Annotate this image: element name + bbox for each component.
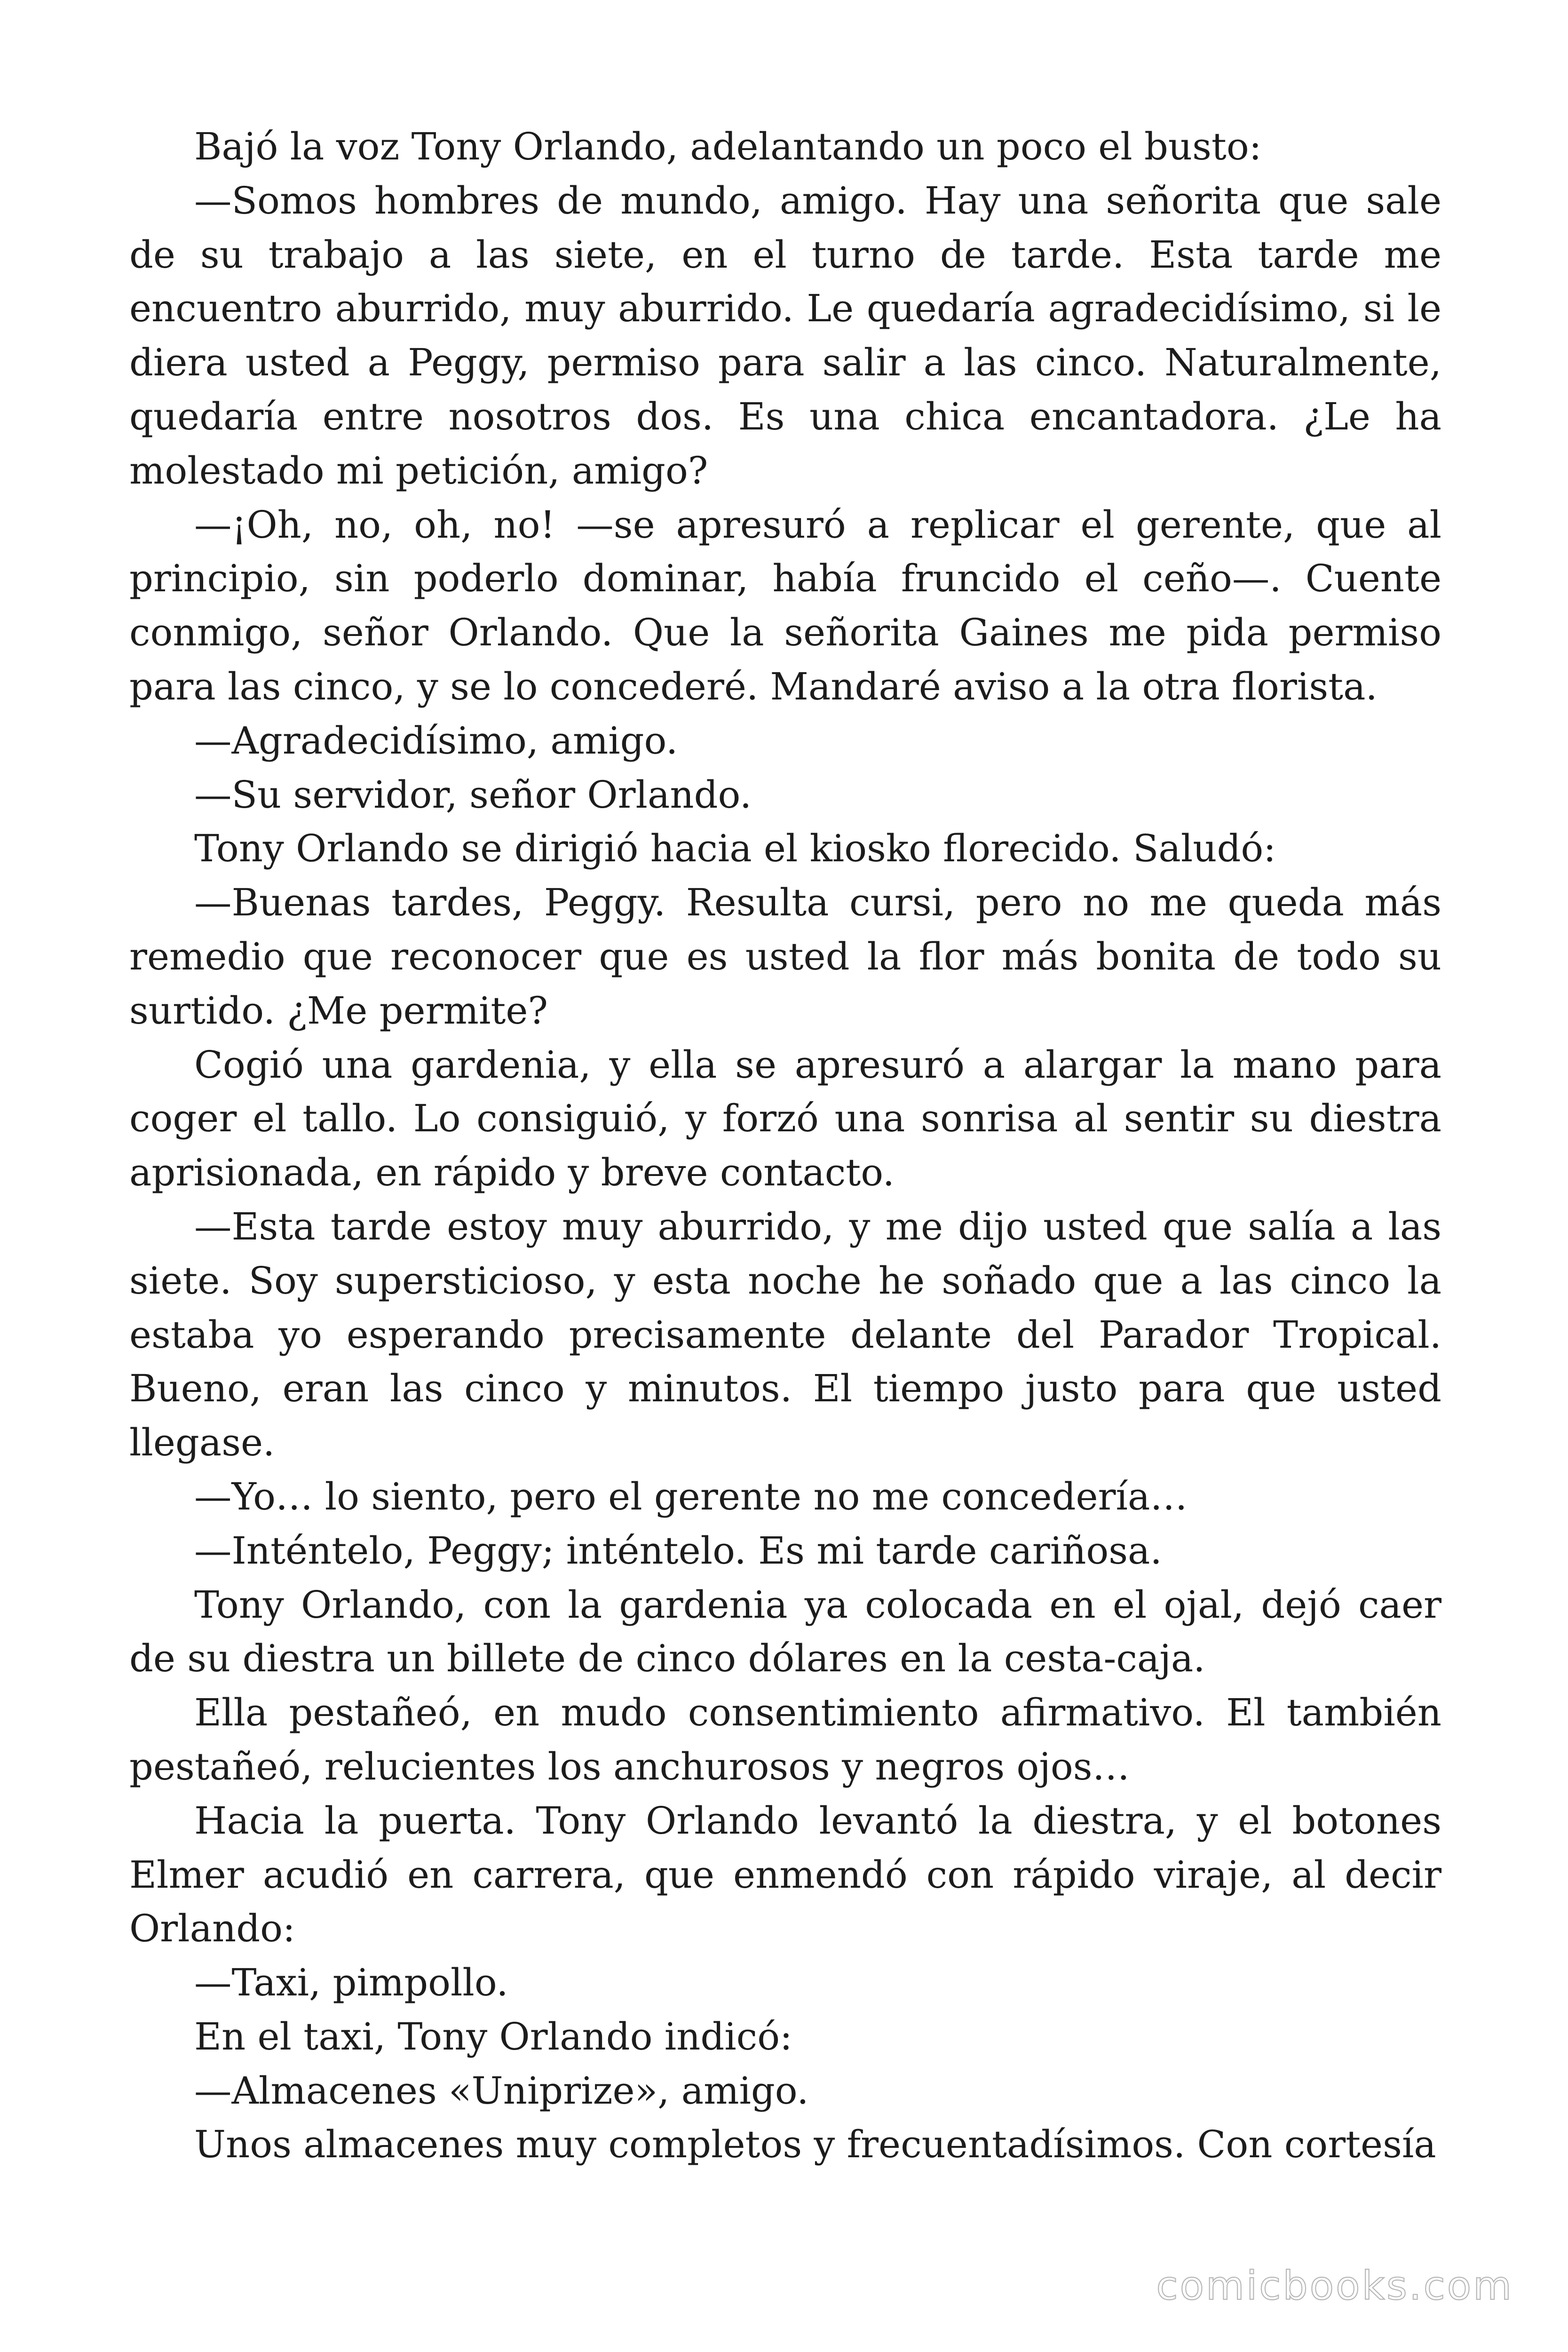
paragraph-2: —Somos hombres de mundo, amigo. Hay una señorita que sale de su trabajo a las siete, en el turno de tarde. Esta tarde me encuentro aburrido, muy aburrido. Le quedaría agradecidísimo, si le diera usted a Peggy, permiso para salir a las cinco. Naturalmente, quedaría entre nosotros dos. Es una chica encantadora. ¿Le ha molestado mi petición, amigo? <box>129 178 1441 493</box>
paragraph-16: En el taxi, Tony Orlando indicó: <box>194 2014 792 2058</box>
watermark-text: comicbooks.com <box>1156 2263 1513 2309</box>
book-page-text <box>129 120 1441 2172</box>
paragraph-18: Unos almacenes muy completos y frecuentadísimos. Con cortesía <box>194 2122 1436 2167</box>
paragraph-14: Hacia la puerta. Tony Orlando levantó la diestra, y el botones Elmer acudió en carrera, que enmendó con rápido viraje, al decir Orlando: <box>129 1798 1441 1951</box>
paragraph-17: —Almacenes «Uniprize», amigo. <box>194 2068 809 2113</box>
paragraph-12: Tony Orlando, con la gardenia ya colocada en el ojal, dejó caer de su diestra un billete de cinco dólares en la cesta-caja. <box>129 1582 1441 1681</box>
paragraph-9: —Esta tarde estoy muy aburrido, y me dijo usted que salía a las siete. Soy supersticioso, y esta noche he soñado que a las cinco la estaba yo esperando precisamente delante del Parador Tropical. Bueno, eran las cinco y minutos. El tiempo justo para que usted llegase. <box>129 1204 1441 1465</box>
paragraph-5: —Su servidor, señor Orlando. <box>194 772 752 817</box>
paragraph-1: Bajó la voz Tony Orlando, adelantando un poco el busto: <box>194 125 1262 168</box>
paragraph-6: Tony Orlando se dirigió hacia el kiosko florecido. Saludó: <box>194 826 1276 871</box>
paragraph-4: —Agradecidísimo, amigo. <box>194 718 678 763</box>
paragraph-3: —¡Oh, no, oh, no! —se apresuró a replicar el gerente, que al principio, sin poderlo dominar, había fruncido el ceño—. Cuente conmigo, señor Orlando. Que la señorita Gaines me pida permiso para las cinco, y se lo concederé. Mandaré aviso a la otra florista. <box>129 502 1441 708</box>
paragraph-15: —Taxi, pimpollo. <box>194 1961 508 2005</box>
paragraph-13: Ella pestañeó, en mudo consentimiento afirmativo. El también pestañeó, relucientes los anchurosos y negros ojos… <box>129 1691 1441 1788</box>
paragraph-11: —Inténtelo, Peggy; inténtelo. Es mi tarde cariñosa. <box>194 1528 1162 1573</box>
paragraph-7: —Buenas tardes, Peggy. Resulta cursi, pero no me queda más remedio que reconocer que es usted la flor más bonita de todo su surtido. ¿Me permite? <box>129 881 1441 1033</box>
paragraph-10: —Yo… lo siento, pero el gerente no me concedería… <box>194 1474 1188 1518</box>
paragraph-8: Cogió una gardenia, y ella se apresuró a alargar la mano para coger el tallo. Lo consiguió, y forzó una sonrisa al sentir su diestra aprisionada, en rápido y breve contacto. <box>129 1042 1441 1195</box>
